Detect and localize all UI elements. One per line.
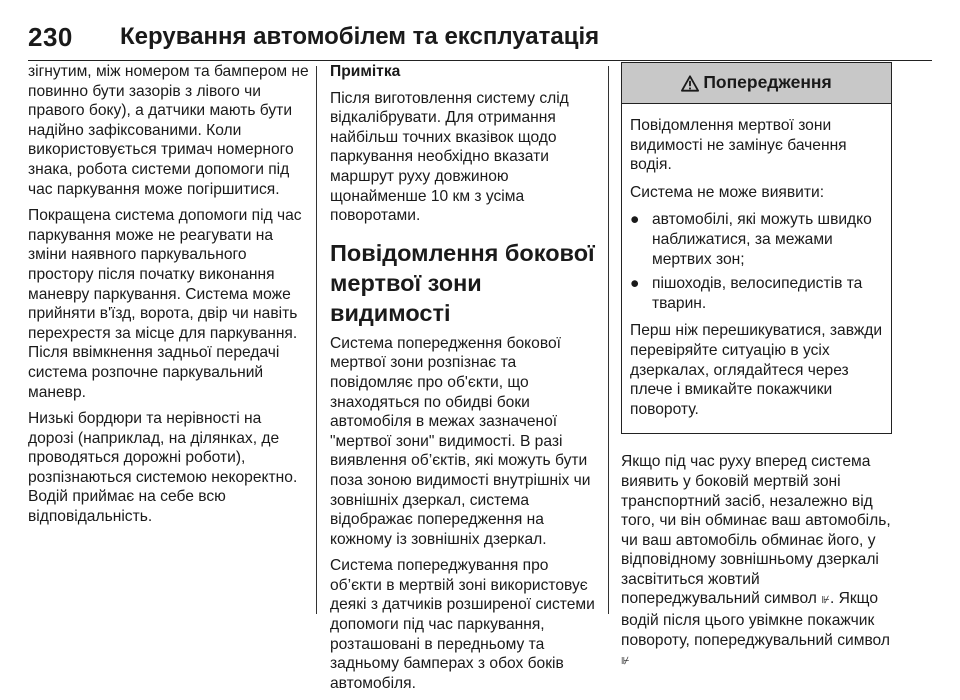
- page-number: 230: [28, 22, 73, 52]
- warning-box: [621, 62, 892, 434]
- warning-text: Перш ніж перешикуватися, завжди перевіряйте ситуацію в усіх дзеркалах, оглядайтеся через плече і вмикайте покажчики повороту.: [630, 322, 883, 418]
- note-label: Примітка: [330, 63, 401, 80]
- warning-text: Система не може виявити:: [630, 183, 825, 201]
- column-left: [28, 62, 310, 534]
- column-middle: [330, 62, 600, 700]
- warning-body: [622, 104, 891, 433]
- paragraph: Система попередження бокової мертвої зони розпізнає та повідомляє про об'єкти, що знаходяться по обидві боки автомобіля в межах зазначеної "мертвої зони" видимості. В разі виявлення об’єктів, які можуть бути поза зоною видимості внутрішніх чи зовнішніх дзеркал, система відображає попередження на кожному із зовнішніх дзеркал.: [330, 334, 591, 548]
- bullet: ●: [630, 211, 640, 229]
- paragraph-text: . Якщо водій після цього увімкне покажчик повороту, попереджувальний символ: [621, 590, 890, 649]
- list-item: [630, 210, 883, 269]
- warning-list: [630, 210, 883, 313]
- paragraph-text: Якщо під час руху вперед система виявить у боковій мертвій зоні транспортний засіб, незалежно від того, чи він обминає ваш автомобіль, чи ваш автомобіль обминає його, у відповідному зовнішньому дзеркалі засвітиться жовтий попереджувальний символ: [621, 453, 891, 608]
- paragraph: Низькі бордюри та нерівності на дорозі (наприклад, на ділянках, де проводяться дорожні роботи), розпізнаються системою некоректно. Водій приймає на себе всю відповідальність.: [28, 410, 298, 526]
- page-title: Керування автомобілем та експлуатація: [120, 23, 600, 50]
- column-divider: [608, 66, 609, 614]
- paragraph: Покращена система допомоги під час паркування може не реагувати на зміни наявного паркувального простору після початку виконання маневру паркування. Система може прийняти в'їзд, ворота, двір чи навіть перехрестя за місце для паркування. Після ввімкнення задньої передачі система розпочне паркувальний маневр.: [28, 207, 302, 401]
- column-right: [621, 62, 892, 679]
- paragraph: зігнутим, між номером та бампером не повинно бути зазорів з лівого чи правого боку), а датчики мають бути надійно зафіксованими. Коли використовується тримач номерного знака, робота системи допомоги під час паркування може погіршитися.: [28, 63, 309, 198]
- note-text: Після виготовлення систему слід відкалібрувати. Для отримання найбільш точних вказівок щодо паркування необхідно вказати маршрут руху довжиною щонайменше 10 км з усіма поворотами.: [330, 89, 569, 225]
- paragraph: Система попереджування про об’єкти в мертвій зоні використовує деякі з датчиків розширеної системи допомоги під час паркування, розташовані в передньому та задньому бамперах з обох боків автомобіля.: [330, 557, 595, 692]
- paragraph: [621, 452, 892, 672]
- mirror-warning-icon: ⊮: [821, 595, 830, 607]
- column-divider: [316, 66, 317, 614]
- warning-text: Повідомлення мертвої зони видимості не замінує бачення водія.: [630, 117, 847, 174]
- page-header: [28, 18, 932, 61]
- list-item: [630, 274, 883, 313]
- mirror-warning-icon: ⊮: [621, 656, 630, 668]
- warning-header: [622, 63, 891, 104]
- warning-title: Попередження: [703, 72, 832, 93]
- list-item-text: автомобілі, які можуть швидко наближатися, за межами мертвих зон;: [652, 211, 872, 268]
- list-item-text: пішоходів, велосипедистів та тварин.: [652, 275, 863, 312]
- section-heading: Повідомлення бокової мертвої зони видимості: [330, 239, 595, 326]
- bullet: ●: [630, 275, 640, 293]
- warning-triangle-icon: [681, 75, 699, 92]
